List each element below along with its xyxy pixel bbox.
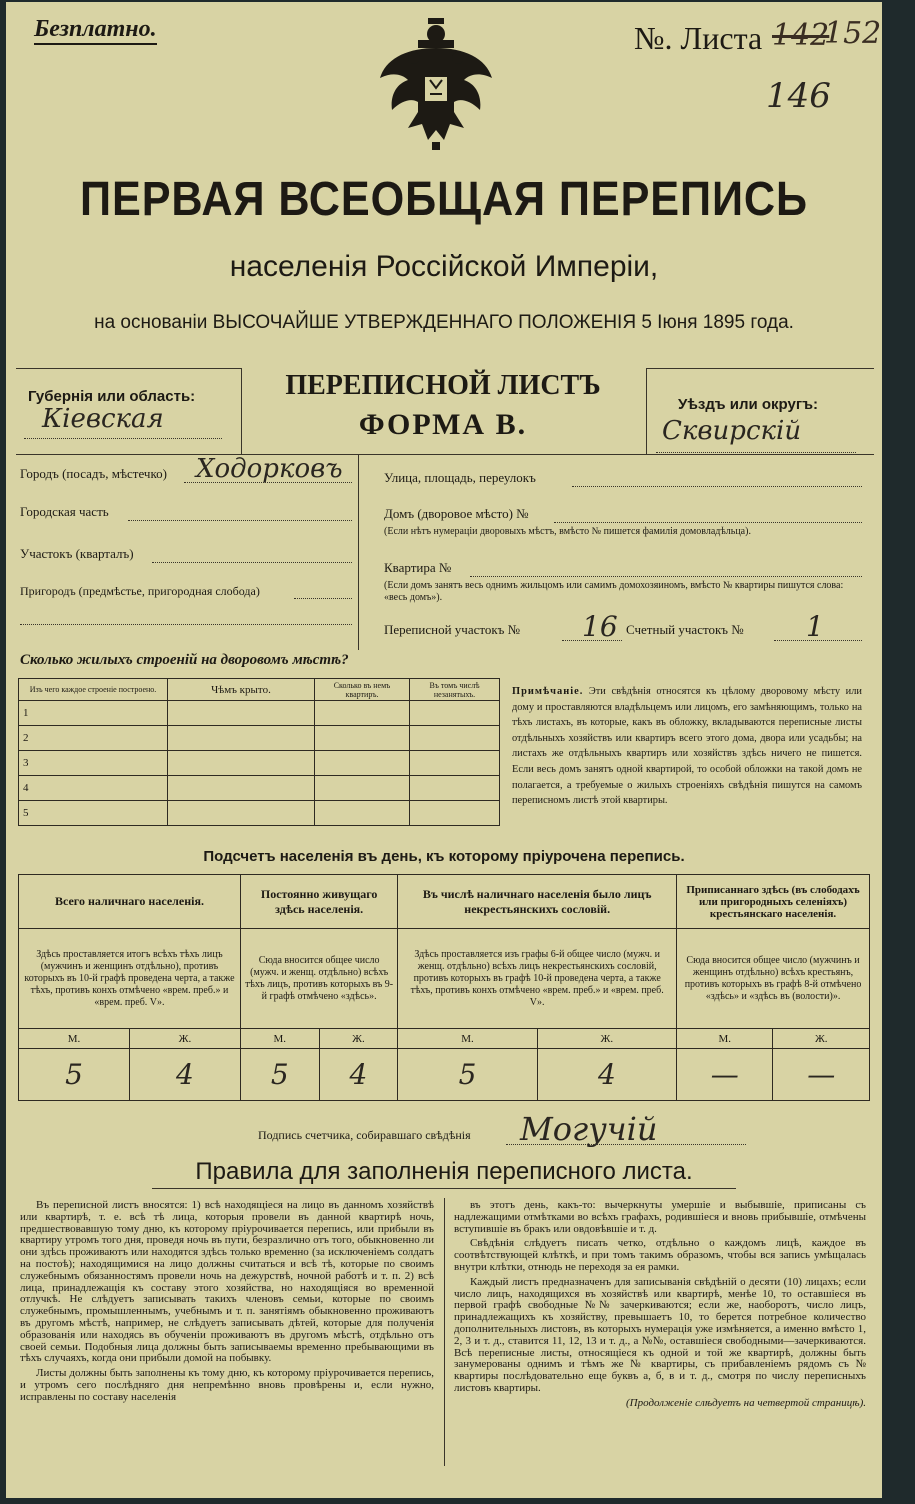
city-district-label: Городская часть	[20, 504, 109, 519]
form-subtitle: ФОРМА В.	[358, 408, 528, 441]
rules-right-paragraph: Каждый листъ предназначенъ для записыванія свѣдѣній о десяти (10) лицахъ; если число лицъ, находящихся въ хозяйствѣ или квартирѣ, менѣе 10, то оставшіеся въ первой графѣ свободные №№ зачеркиваются; если же, наоборотъ, число лицъ, принадлежащихъ къ хозяйству, превышаетъ 10, то берется потребное количество дополнительныхъ листовъ, въ которыхъ нумерація уже измѣняется, а именно вмѣсто 1, 2, 3 и т. д., ставится 11, 12, 13 и т. д., а №№, оставшіеся свободными—зачеркиваются. Всѣ переписные листы, относящіеся къ одной и той же квартирѣ, должны быть занумерованы однимъ и тѣмъ же № квартиры, съ прибавленіемъ рядомъ съ № квартиры послѣдовательно еще буквъ а, б, в и т. д., смотря по числу переписныхъ листовъ квартиры.	[454, 1275, 866, 1394]
population-table	[18, 874, 870, 1101]
male-header: М.	[240, 1029, 319, 1049]
male-header: М.	[677, 1029, 773, 1049]
sheet-number-label: №. Листа	[634, 20, 763, 56]
pop-nonpeasant-female: 4	[537, 1049, 676, 1101]
rules-continued: (Продолженіе слѣдуетъ на четвертой страницѣ).	[626, 1396, 866, 1409]
table-row	[19, 726, 500, 751]
row-number: 5	[19, 801, 168, 826]
row-number: 3	[19, 751, 168, 776]
rules-left-paragraph: Въ переписной листъ вносятся: 1) всѣ находящіеся на лицо въ данномъ хозяйствѣ или квартирѣ, т. е. всѣ тѣ лица, которыя провели въ данной квартирѣ ночь, предшествовавшую тому дню, къ которому пріурочивается перепись, или прибыли въ квартиру утромъ того дня, проведя ночь въ пути, безразлично отъ того, обыкновенно ли они здѣсь проживаютъ или находятся здѣсь только временно (за исключеніемъ солдатъ на постоѣ); находящимися на лицо должны считаться и всѣ тѣ, которые по своимъ служебнымъ обязанностямъ провели ночь на дежурствѣ, ночной работѣ и т. п. 2) всѣ лица, принадлежащія къ составу этого хозяйства, но находящіяся во временной отлучкѣ. Не слѣдуетъ записывать такихъ членовъ семьи, которые по своимъ служебнымъ, промышленнымъ, учебнымъ и т. п. занятіямъ обыкновенно проживаютъ въ другомъ мѣстѣ, например, не слѣдуетъ записывать дѣтей, которые для полученія образованія или находясь въ обученіи проживаютъ въ другомъ мѣстѣ, отдѣльно отъ своей семьи. Подобныя лица должны быть записываемы временно пребывающими въ тѣхъ случаяхъ, когда они прибыли домой на побывку.	[20, 1199, 434, 1365]
count-district-label: Счетный участокъ №	[626, 622, 744, 637]
apartment-label: Квартира №	[384, 560, 452, 575]
uezd-value: Сквирскій	[662, 416, 802, 446]
buildings-table	[18, 678, 500, 826]
rules-left-column	[20, 1200, 434, 1407]
buildings-header-vacant: Въ томъ числѣ незанятыхъ.	[410, 679, 500, 701]
pop-col2-desc: Сюда вносится общее число (мужч. и женщ. отдѣльно) всѣхъ тѣхъ лицъ, противъ которыхъ въ 9-й графѣ отмѣчено «здѣсь».	[240, 929, 397, 1029]
imperial-eagle-emblem	[378, 14, 494, 152]
table-row	[19, 776, 500, 801]
pop-col1-head: Всего наличнаго населенія.	[19, 875, 241, 929]
suburb-label: Пригородъ (предмѣстье, пригородная слобода)	[20, 584, 260, 598]
pop-col3-head: Въ числѣ наличнаго населенія было лицъ некрестьянскихъ сословій.	[398, 875, 677, 929]
pop-col3-desc: Здѣсь проставляется изъ графы 6-й общее число (мужч. и женщ. отдѣльно) всѣхъ лицъ некрестьянскихъ сословій, противъ которыхъ въ графѣ 10-й проведена черта, а также тѣхъ, противъ конхъ отмѣчено «врем. преб.» и «врем. преб. V».	[398, 929, 677, 1029]
female-header: Ж.	[129, 1029, 240, 1049]
pop-col4-desc: Сюда вносится общее число (мужчинъ и женщинъ отдѣльно) всѣхъ крестьянъ, противъ которыхъ въ графѣ 8-й отмѣчено «здѣсь» и «здѣсь въ (волости)».	[677, 929, 870, 1029]
female-header: Ж.	[773, 1029, 870, 1049]
basis-line: на основаніи ВЫСОЧАЙШЕ УТВЕРЖДЕННАГО ПОЛОЖЕНІЯ 5 Іюня 1895 года.	[94, 312, 794, 333]
pop-peasant-female: —	[773, 1049, 870, 1101]
buildings-header-material: Изъ чего каждое строеніе построено.	[19, 679, 168, 701]
subtitle: населенія Россійской Имперіи,	[229, 250, 659, 283]
form-title: ПЕРЕПИСНОЙ ЛИСТЪ	[285, 370, 601, 401]
row-number: 2	[19, 726, 168, 751]
gubernia-value: Кіевская	[42, 404, 164, 434]
sheet-number-alt: 152	[824, 16, 882, 51]
pop-permanent-male: 5	[240, 1049, 319, 1101]
city-label: Городъ (посадъ, мѣстечко)	[20, 466, 167, 481]
house-note: (Если нѣтъ нумераціи дворовыхъ мѣстъ, вмѣсто № пишется фамилія домовладѣльца).	[384, 526, 751, 537]
rules-right-paragraph: Свѣдѣнія слѣдуетъ писать четко, отдѣльно о каждомъ лицѣ, каждое въ соотвѣтствующей клѣткѣ, и при томъ такимъ образомъ, чтобы вся запись умѣщалась внутри клѣтки, отнюдь не переходя за ея рамки.	[454, 1237, 866, 1273]
street-label: Улица, площадь, переулокъ	[384, 470, 536, 485]
female-header: Ж.	[537, 1029, 676, 1049]
male-header: М.	[19, 1029, 130, 1049]
census-district-label: Переписной участокъ №	[384, 622, 521, 637]
sheet-number-struck: 142	[772, 18, 830, 53]
buildings-header-roof: Чѣмъ крыто.	[168, 679, 315, 701]
signature-value: Могучій	[520, 1110, 658, 1148]
note-block	[512, 684, 862, 809]
signature-label: Подпись счетчика, собиравшаго свѣдѣнія	[258, 1128, 471, 1142]
census-sheet	[6, 2, 882, 1498]
rules-right-paragraph: въ этотъ день, какъ-то: вычеркнуты умершіе и выбывшіе, приписаны съ надлежащими отмѣтками во всѣхъ графахъ, родившіеся и вновь прибывшіе, отмѣчены вступившіе въ бракъ или овдовѣвшіе и т. д.	[454, 1199, 866, 1235]
table-row	[19, 801, 500, 826]
count-district-value: 1	[806, 610, 824, 643]
table-row	[19, 701, 500, 726]
pop-col2-head: Постоянно живущаго здѣсь населенія.	[240, 875, 397, 929]
row-number: 1	[19, 701, 168, 726]
population-title: Подсчетъ населенія въ день, къ которому пріурочена перепись.	[203, 848, 685, 865]
apartment-note: (Если домъ занятъ весь однимъ жильцомъ или самимъ домохозяиномъ, вмѣсто № квартиры пишутся слова: «весь домъ»).	[384, 580, 844, 603]
buildings-question: Сколько жилыхъ строеній на дворовомъ мѣстѣ?	[20, 652, 349, 668]
main-title: ПЕРВАЯ ВСЕОБЩАЯ ПЕРЕПИСЬ	[80, 173, 808, 226]
row-number: 4	[19, 776, 168, 801]
uezd-label: Уѣздъ или округъ:	[678, 396, 819, 413]
free-label: Безплатно.	[34, 16, 157, 45]
city-value: Ходорковъ	[196, 454, 343, 484]
buildings-header-apartments: Сколько въ немъ квартиръ.	[315, 679, 410, 701]
pop-col4-head: Приписаннаго здѣсь (въ слободахъ или пригородныхъ селеніяхъ) крестьянскаго населенія.	[677, 875, 870, 929]
pop-permanent-female: 4	[319, 1049, 398, 1101]
gubernia-label: Губернія или область:	[28, 388, 196, 405]
male-header: М.	[398, 1029, 537, 1049]
rules-title: Правила для заполненія переписного листа.	[195, 1158, 693, 1185]
quarter-label: Участокъ (кварталъ)	[20, 546, 134, 561]
pop-total-female: 4	[129, 1049, 240, 1101]
rules-right-column	[454, 1200, 866, 1413]
house-label: Домъ (дворовое мѣсто) №	[384, 506, 529, 521]
pop-total-male: 5	[19, 1049, 130, 1101]
table-row	[19, 751, 500, 776]
sheet-number-handwritten: 146	[766, 76, 831, 116]
rules-left-paragraph: Листы должны быть заполнены къ тому дню, къ которому пріурочивается перепись, и утромъ сего послѣдняго дня непремѣнно вновь провѣрены и, если нужно, исправлены по составу населенія	[20, 1367, 434, 1403]
female-header: Ж.	[319, 1029, 398, 1049]
pop-col1-desc: Здѣсь проставляется итогъ всѣхъ тѣхъ лицъ (мужчинъ и женщинъ отдѣльно), противъ которыхъ въ 10-й графѣ проведена черта, а также тѣхъ, противъ конхъ отмѣчено «врем. преб.» и «врем. преб. V».	[19, 929, 241, 1029]
note-title: Примѣчаніе.	[512, 686, 584, 697]
note-text: Эти свѣдѣнія относятся къ цѣлому дворовому мѣсту или дому и проставляются владѣльцемъ или лицомъ, его замѣняющимъ, только на тѣхъ листахъ, въ которые, какъ въ обложку, вкладываются переписные листы отдѣльныхъ хозяйствъ или квартиръ всего этого дома, двора или усадьбы; на листахъ же отдѣльныхъ квартиръ или хозяйствъ здѣсь ничего не пишется. Если весь домъ занятъ одной квартирой, то особой обложки на такой домъ не полагается, а требуемые о жилыхъ строеніяхъ свѣдѣнія пишутся на самомъ переписномъ листѣ этой квартиры.	[512, 686, 862, 807]
pop-nonpeasant-male: 5	[398, 1049, 537, 1101]
pop-peasant-male: —	[677, 1049, 773, 1101]
census-district-value: 16	[582, 610, 618, 643]
